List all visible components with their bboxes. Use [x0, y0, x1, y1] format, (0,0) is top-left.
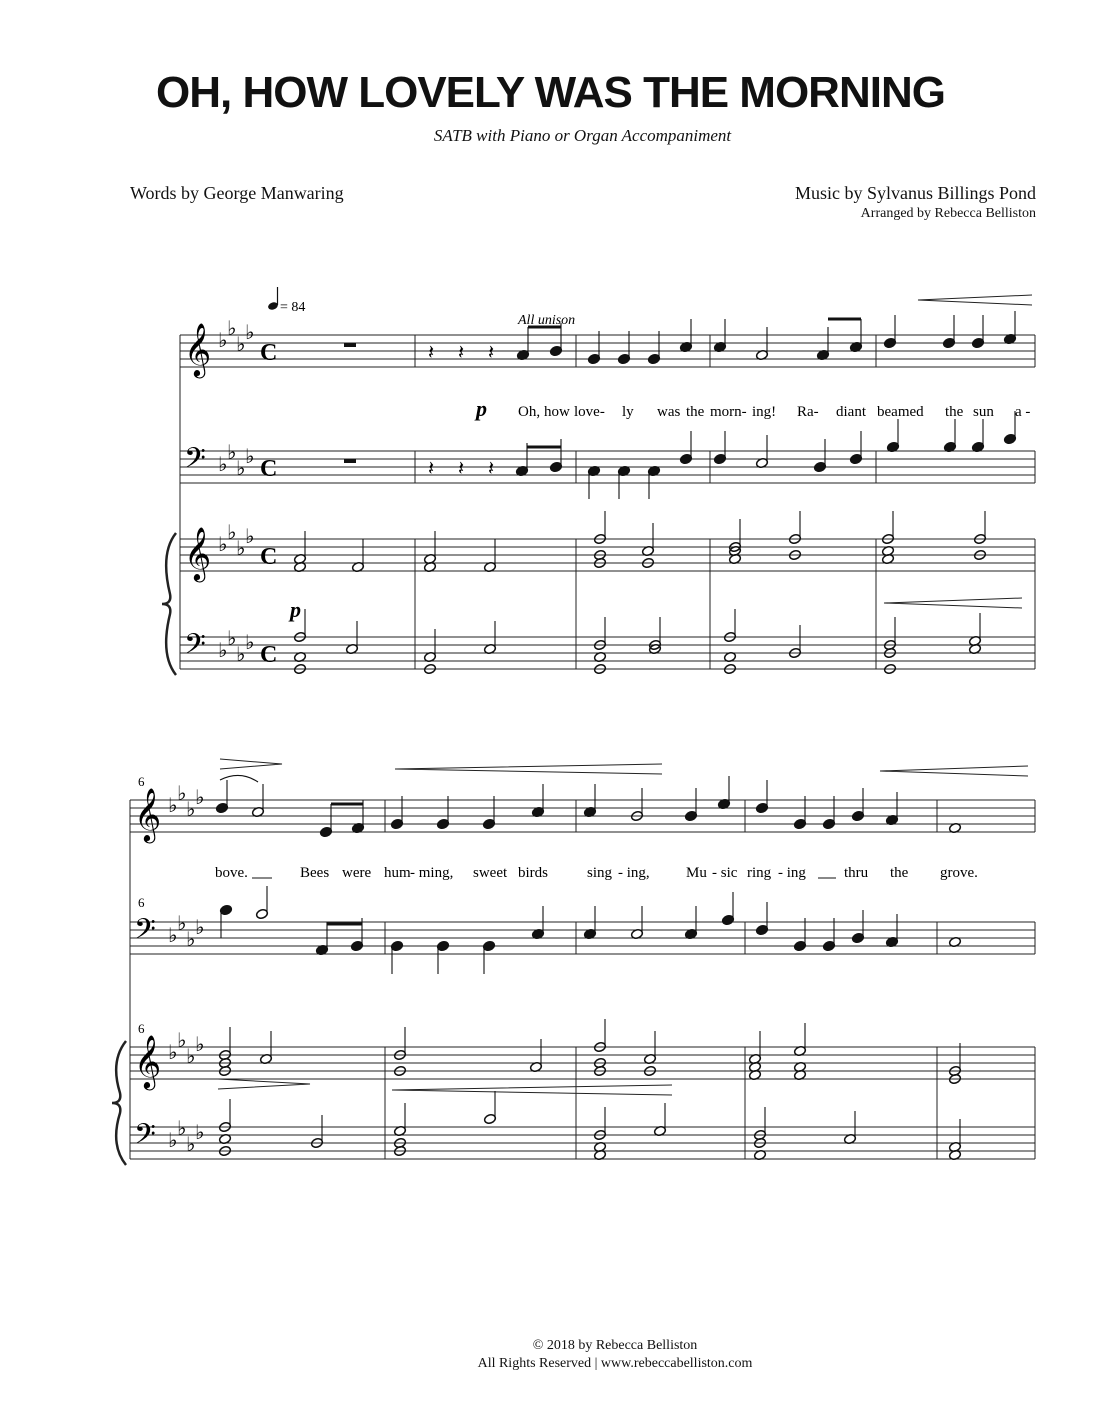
lyric-syllable: morn- [710, 404, 747, 420]
lyric-syllable: - ming, [410, 865, 454, 881]
lyrics-system-1 [518, 404, 1030, 420]
lyric-syllable: was [657, 404, 681, 420]
flat-icon: ♭ [168, 1130, 178, 1152]
flat-icon: ♭ [218, 330, 228, 352]
flat-icon: ♭ [177, 1118, 187, 1140]
flat-icon: ♭ [227, 522, 237, 544]
lyric-syllable: the [686, 404, 705, 420]
page-footer [0, 1337, 1101, 1373]
lyric-syllable: Mu [686, 865, 707, 881]
composer-credit: Music by Sylvanus Billings Pond [794, 183, 1036, 203]
lyric-syllable: sweet [473, 865, 508, 881]
flat-icon: ♭ [218, 454, 228, 476]
flat-icon: ♭ [177, 783, 187, 805]
flat-icon: ♭ [245, 632, 255, 654]
flat-icon: ♭ [168, 925, 178, 947]
flat-icon: ♭ [195, 917, 205, 939]
quarter-rest-icon: 𝄽 [458, 342, 465, 364]
flat-icon: ♭ [195, 1034, 205, 1056]
measure-number: 6 [138, 774, 145, 789]
lyric-syllable: grove. [940, 865, 978, 881]
treble-clef-icon: 𝄞 [134, 787, 162, 841]
lyric-syllable: Ra- [797, 404, 819, 420]
lyric-syllable: were [342, 865, 372, 881]
quarter-rest-icon: 𝄽 [428, 342, 435, 364]
flat-icon: ♭ [245, 322, 255, 344]
flat-icon: ♭ [227, 442, 237, 464]
flat-icon: ♭ [195, 1122, 205, 1144]
flat-icon: ♭ [245, 526, 255, 548]
lyricist-credit: Words by George Manwaring [130, 183, 344, 203]
flat-icon: ♭ [186, 799, 196, 821]
decrescendo-hairpin [218, 1079, 310, 1089]
time-signature: C [260, 642, 278, 668]
lyrics-system-2 [215, 865, 978, 881]
crescendo-hairpin [395, 764, 662, 774]
flat-icon: ♭ [218, 640, 228, 662]
time-signature: C [260, 544, 278, 570]
flat-icon: ♭ [186, 1134, 196, 1156]
flat-icon: ♭ [186, 1046, 196, 1068]
flat-icon: ♭ [186, 929, 196, 951]
page-title: OH, HOW LOVELY WAS THE MORNING [156, 68, 945, 117]
crescendo-hairpin [392, 1085, 672, 1095]
measure-number: 6 [138, 1021, 145, 1036]
dynamic-piano-voice: p [476, 396, 487, 421]
flat-icon: ♭ [168, 795, 178, 817]
treble-clef-icon: 𝄞 [184, 322, 212, 376]
lyric-syllable: birds [518, 865, 548, 881]
lyric-syllable: hum [384, 865, 411, 881]
quarter-rest-icon: 𝄽 [428, 458, 435, 480]
brace-icon [162, 533, 176, 675]
flat-icon: ♭ [236, 458, 246, 480]
quarter-rest-icon: 𝄽 [458, 458, 465, 480]
lyric-syllable: - ing, [618, 865, 650, 881]
bass-clef-icon: 𝄢 [134, 913, 156, 953]
flat-icon: ♭ [177, 1030, 187, 1052]
treble-clef-icon: 𝄞 [134, 1034, 162, 1088]
flat-icon: ♭ [168, 1042, 178, 1064]
time-signature: C [260, 456, 278, 482]
crescendo-hairpin [880, 766, 1028, 776]
lyric-syllable: Bees [300, 865, 330, 881]
lyric-syllable: thru [844, 865, 869, 881]
lyric-syllable: sun [973, 404, 994, 420]
measure-number: 6 [138, 895, 145, 910]
whole-rest-icon [344, 459, 356, 463]
flat-icon: ♭ [177, 913, 187, 935]
crescendo-hairpin [918, 295, 1032, 305]
flat-icon: ♭ [236, 538, 246, 560]
lyric-syllable: Oh, [518, 404, 541, 420]
copyright-line: © 2018 by Rebecca Belliston [532, 1338, 698, 1353]
decrescendo-hairpin [220, 759, 282, 769]
expression-all-unison: All unison [518, 313, 576, 328]
time-signature: C [260, 340, 278, 366]
flat-icon: ♭ [227, 318, 237, 340]
whole-rest-icon [344, 343, 356, 347]
arranger-credit: Arranged by Rebecca Belliston [860, 206, 1036, 221]
flat-icon: ♭ [227, 628, 237, 650]
page-subtitle: SATB with Piano or Organ Accompaniment [433, 126, 732, 145]
bass-clef-icon: 𝄢 [184, 628, 206, 668]
lyric-syllable: - ing [778, 865, 806, 881]
lyric-syllable: the [945, 404, 964, 420]
notes [215, 311, 1016, 1161]
quarter-rest-icon: 𝄽 [488, 342, 495, 364]
slur [220, 775, 258, 782]
brace-icon [112, 1041, 126, 1165]
lyric-syllable: bove. [215, 865, 248, 881]
lyric-syllable: sing [587, 865, 613, 881]
flat-icon: ♭ [218, 534, 228, 556]
lyric-syllable: diant [836, 404, 866, 420]
flat-icon: ♭ [245, 446, 255, 468]
crescendo-hairpin [884, 598, 1022, 608]
lyric-syllable: love- [574, 404, 605, 420]
tempo-mark: = 84 [280, 300, 306, 315]
lyric-syllable: - sic [712, 865, 738, 881]
lyric-syllable: ly [622, 404, 634, 420]
bass-clef-icon: 𝄢 [184, 442, 206, 482]
lyric-syllable: the [890, 865, 909, 881]
staff-lines [130, 318, 1035, 1159]
bass-clef-icon: 𝄢 [134, 1118, 156, 1158]
quarter-rest-icon: 𝄽 [488, 458, 495, 480]
lyric-syllable: ring [747, 865, 772, 881]
lyric-syllable: a - [1015, 404, 1031, 420]
flat-icon: ♭ [195, 787, 205, 809]
flat-icon: ♭ [236, 644, 246, 666]
rights-line: All Rights Reserved | www.rebeccabelliston.com [477, 1356, 753, 1371]
treble-clef-icon: 𝄞 [184, 526, 212, 580]
lyric-syllable: beamed [877, 404, 924, 420]
flat-icon: ♭ [236, 334, 246, 356]
lyric-syllable: how [544, 404, 570, 420]
dynamic-piano-accompaniment: p [290, 597, 301, 622]
lyric-syllable: ing! [752, 404, 777, 420]
